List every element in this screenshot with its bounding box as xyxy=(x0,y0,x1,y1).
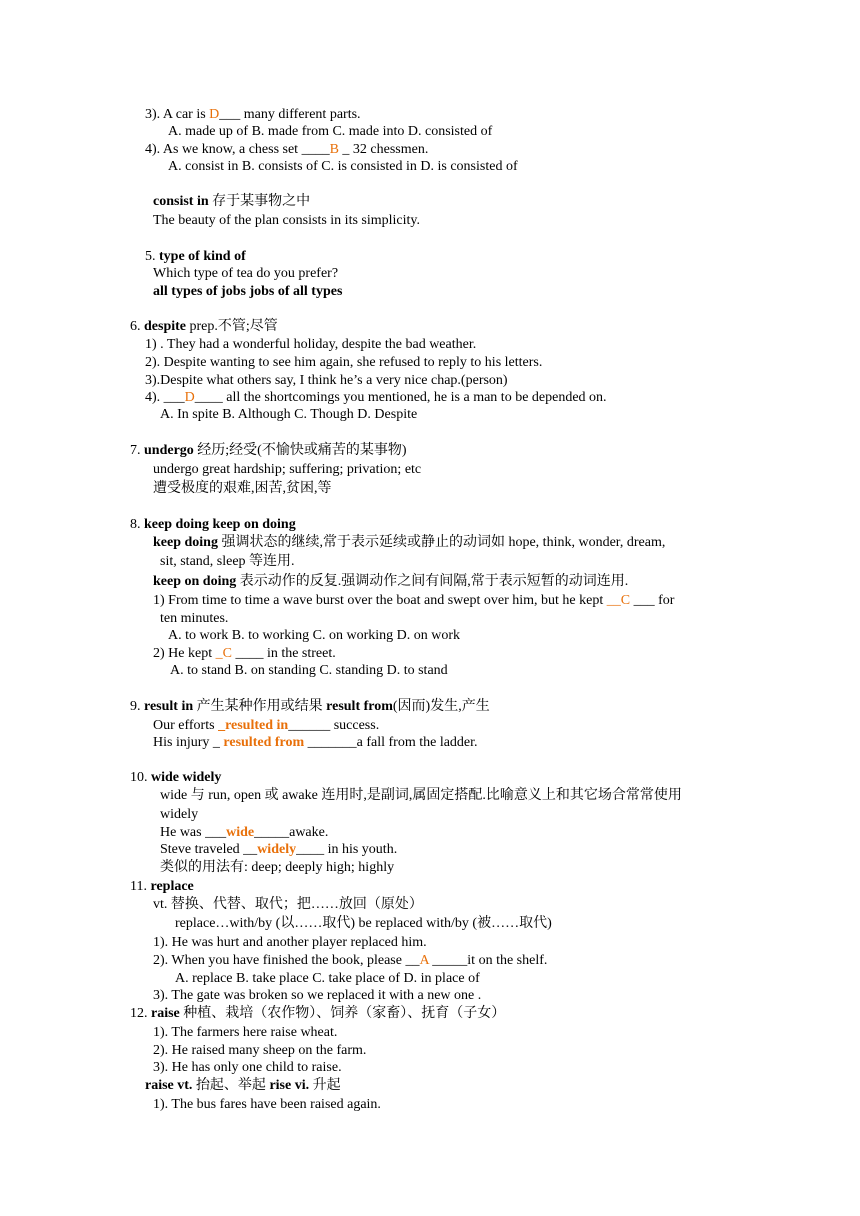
text-line xyxy=(153,534,665,551)
text-line xyxy=(153,1096,381,1113)
text-line xyxy=(160,787,682,804)
text-line xyxy=(145,141,428,158)
text-segment: _______a fall from the ladder. xyxy=(304,735,478,750)
text-line xyxy=(153,212,420,229)
text-segment: 2) He kept xyxy=(153,646,216,661)
text-line xyxy=(145,372,508,389)
text-segment: undergo great hardship; suffering; privation; etc xyxy=(153,462,422,477)
text-segment: jobs of all types xyxy=(249,284,343,299)
text-segment: 类似的用法有: deep; deeply high; highly xyxy=(160,860,395,875)
text-line xyxy=(160,806,198,823)
text-segment: replace xyxy=(150,879,194,894)
text-segment: widely xyxy=(182,770,222,785)
text-line xyxy=(153,193,310,210)
text-segment: 升起 xyxy=(309,1078,341,1093)
text-segment: He was ___ xyxy=(160,825,227,840)
text-segment: 存于某事物之中 xyxy=(208,194,311,209)
text-line xyxy=(153,283,342,300)
text-segment: wide 与 run, open 或 awake 连用时,是副词,属固定搭配.比喻意义上和其它场合常常使用 xyxy=(160,788,682,803)
text-segment: 12. xyxy=(130,1006,151,1021)
text-segment: keep doing xyxy=(144,517,209,532)
text-line xyxy=(168,158,518,175)
text-line xyxy=(145,336,476,353)
text-segment: wide xyxy=(151,770,179,785)
text-segment: The beauty of the plan consists in its simplicity. xyxy=(153,213,420,228)
text-segment: Our efforts xyxy=(153,718,219,733)
text-line xyxy=(160,824,328,841)
text-segment: A. In spite B. Although C. Though D. Despite xyxy=(160,407,418,422)
text-segment: type of xyxy=(159,249,200,264)
text-segment: 5. xyxy=(145,249,159,264)
answer-text: widely xyxy=(257,842,297,857)
answer-text: resulted from xyxy=(223,735,305,750)
text-segment: kind of xyxy=(203,249,246,264)
text-segment: 7. xyxy=(130,443,144,458)
text-line xyxy=(145,106,361,123)
text-line xyxy=(130,878,194,895)
text-segment: replace…with/by (以……取代) be replaced with/by (被……取代) xyxy=(175,916,552,931)
text-segment: (因而)发生,产生 xyxy=(392,699,490,714)
text-segment: _____it on the shelf. xyxy=(428,953,548,968)
answer-text: __C xyxy=(606,593,631,608)
text-segment: Steve traveled __ xyxy=(160,842,258,857)
text-segment: 10. xyxy=(130,770,151,785)
text-segment: _____awake. xyxy=(254,825,329,840)
text-segment: 1). The farmers here raise wheat. xyxy=(153,1025,338,1040)
answer-text: D xyxy=(209,107,220,122)
text-line xyxy=(153,645,336,662)
text-segment: A. replace B. take place C. take place of D. in place of xyxy=(175,971,480,986)
text-line xyxy=(145,248,246,265)
text-line xyxy=(170,662,448,679)
text-segment: result in xyxy=(144,699,194,714)
text-segment: 3).Despite what others say, I think he’s a very nice chap.(person) xyxy=(145,373,508,388)
text-segment: 经历;经受(不愉快或痛苦的某事物) xyxy=(193,443,407,458)
text-segment: 3). The gate was broken so we replaced it with a new one . xyxy=(153,988,482,1003)
text-segment: His injury _ xyxy=(153,735,224,750)
text-segment: 1) . They had a wonderful holiday, despite the bad weather. xyxy=(145,337,477,352)
text-segment: 产生某种作用或结果 xyxy=(193,699,327,714)
text-segment: 表示动作的反复.强调动作之间有间隔,常于表示短暂的动词连用. xyxy=(236,574,629,589)
text-line xyxy=(130,516,296,533)
text-segment: 2). Despite wanting to see him again, she refused to reply to his letters. xyxy=(145,355,543,370)
text-line xyxy=(160,841,397,858)
answer-text: wide xyxy=(226,825,255,840)
text-line xyxy=(175,970,480,987)
text-segment: keep on doing xyxy=(212,517,296,532)
text-segment: 1). The bus fares have been raised again. xyxy=(153,1097,381,1112)
text-line xyxy=(153,573,628,590)
text-segment: 11. xyxy=(130,879,151,894)
text-line xyxy=(130,769,221,786)
text-segment: 4). As we know, a chess set ____ xyxy=(145,142,330,157)
text-segment: vt. 替换、代替、取代；把……放回（原处） xyxy=(153,897,423,912)
text-segment: 2). When you have finished the book, please __ xyxy=(153,953,420,968)
text-segment: ___ for xyxy=(630,593,675,608)
text-segment: keep doing xyxy=(153,535,218,550)
text-line xyxy=(153,987,481,1004)
text-segment: 3). A car is xyxy=(145,107,210,122)
text-segment: 种植、栽培（农作物）、饲养（家畜）、抚育（子女） xyxy=(179,1006,506,1021)
text-line xyxy=(153,1042,366,1059)
text-segment: _ 32 chessmen. xyxy=(338,142,429,157)
text-line xyxy=(160,610,228,627)
text-line xyxy=(153,461,421,478)
text-segment: 8. xyxy=(130,517,144,532)
answer-text: _C xyxy=(215,646,232,661)
text-segment: ______ success. xyxy=(288,718,380,733)
text-line xyxy=(130,698,490,715)
text-segment: 9. xyxy=(130,699,144,714)
text-segment: consist in xyxy=(153,194,209,209)
text-line xyxy=(145,354,542,371)
text-line xyxy=(168,627,460,644)
text-segment: keep on doing xyxy=(153,574,237,589)
text-line xyxy=(160,859,394,876)
text-line xyxy=(130,442,407,459)
answer-text: D xyxy=(184,390,195,405)
text-segment: Which type of tea do you prefer? xyxy=(153,266,339,281)
text-segment: A. consist in B. consists of C. is consisted in D. is consisted of xyxy=(168,159,518,174)
text-segment: A. to stand B. on standing C. standing D. to stand xyxy=(170,663,448,678)
text-segment: undergo xyxy=(144,443,194,458)
text-segment: result from xyxy=(326,699,393,714)
text-segment: raise xyxy=(151,1006,180,1021)
text-segment: all types of jobs xyxy=(153,284,246,299)
text-line xyxy=(153,265,338,282)
text-line xyxy=(153,480,332,497)
text-line xyxy=(153,1059,342,1076)
text-line xyxy=(153,952,547,969)
text-line xyxy=(153,1024,337,1041)
text-segment: 1). He was hurt and another player replaced him. xyxy=(153,935,427,950)
text-line xyxy=(130,318,278,335)
answer-text: B xyxy=(329,142,339,157)
text-segment: 3). He has only one child to raise. xyxy=(153,1060,342,1075)
text-segment: 强调状态的继续,常于表示延续或静止的动词如 hope, think, wonder, dream, xyxy=(217,535,666,550)
text-line xyxy=(145,389,607,406)
text-line xyxy=(160,553,295,570)
text-segment: ____ in the street. xyxy=(231,646,336,661)
text-line xyxy=(153,896,423,913)
text-segment: 抬起、举起 xyxy=(192,1078,270,1093)
text-segment: ten minutes. xyxy=(160,611,229,626)
text-line xyxy=(153,734,478,751)
text-segment: rise vi. xyxy=(269,1078,310,1093)
text-segment: 1) From time to time a wave burst over the boat and swept over him, but he kept xyxy=(153,593,607,608)
text-line xyxy=(145,1077,341,1094)
text-segment: ____ all the shortcomings you mentioned, he is a man to be depended on. xyxy=(194,390,607,405)
text-segment: raise vt. xyxy=(145,1078,193,1093)
text-line xyxy=(153,717,379,734)
text-segment: ___ many different parts. xyxy=(219,107,361,122)
answer-text: _resulted in xyxy=(218,718,289,733)
text-line xyxy=(168,123,492,140)
text-segment: 遭受极度的艰难,困苦,贫困,等 xyxy=(153,481,332,496)
answer-text: A xyxy=(419,953,429,968)
text-segment: 2). He raised many sheep on the farm. xyxy=(153,1043,367,1058)
text-segment: 6. xyxy=(130,319,144,334)
text-segment: ____ in his youth. xyxy=(296,842,398,857)
text-line xyxy=(130,1005,505,1022)
text-segment: widely xyxy=(160,807,199,822)
text-line xyxy=(175,915,552,932)
text-segment: despite xyxy=(144,319,186,334)
text-segment: A. made up of B. made from C. made into D. consisted of xyxy=(168,124,493,139)
text-segment: sit, stand, sleep 等连用. xyxy=(160,554,295,569)
text-segment: prep.不管;尽管 xyxy=(186,319,278,334)
text-segment: A. to work B. to working C. on working D. on work xyxy=(168,628,461,643)
text-segment: 4). ___ xyxy=(145,390,185,405)
text-line xyxy=(153,592,674,609)
text-line xyxy=(153,934,427,951)
text-line xyxy=(160,406,417,423)
